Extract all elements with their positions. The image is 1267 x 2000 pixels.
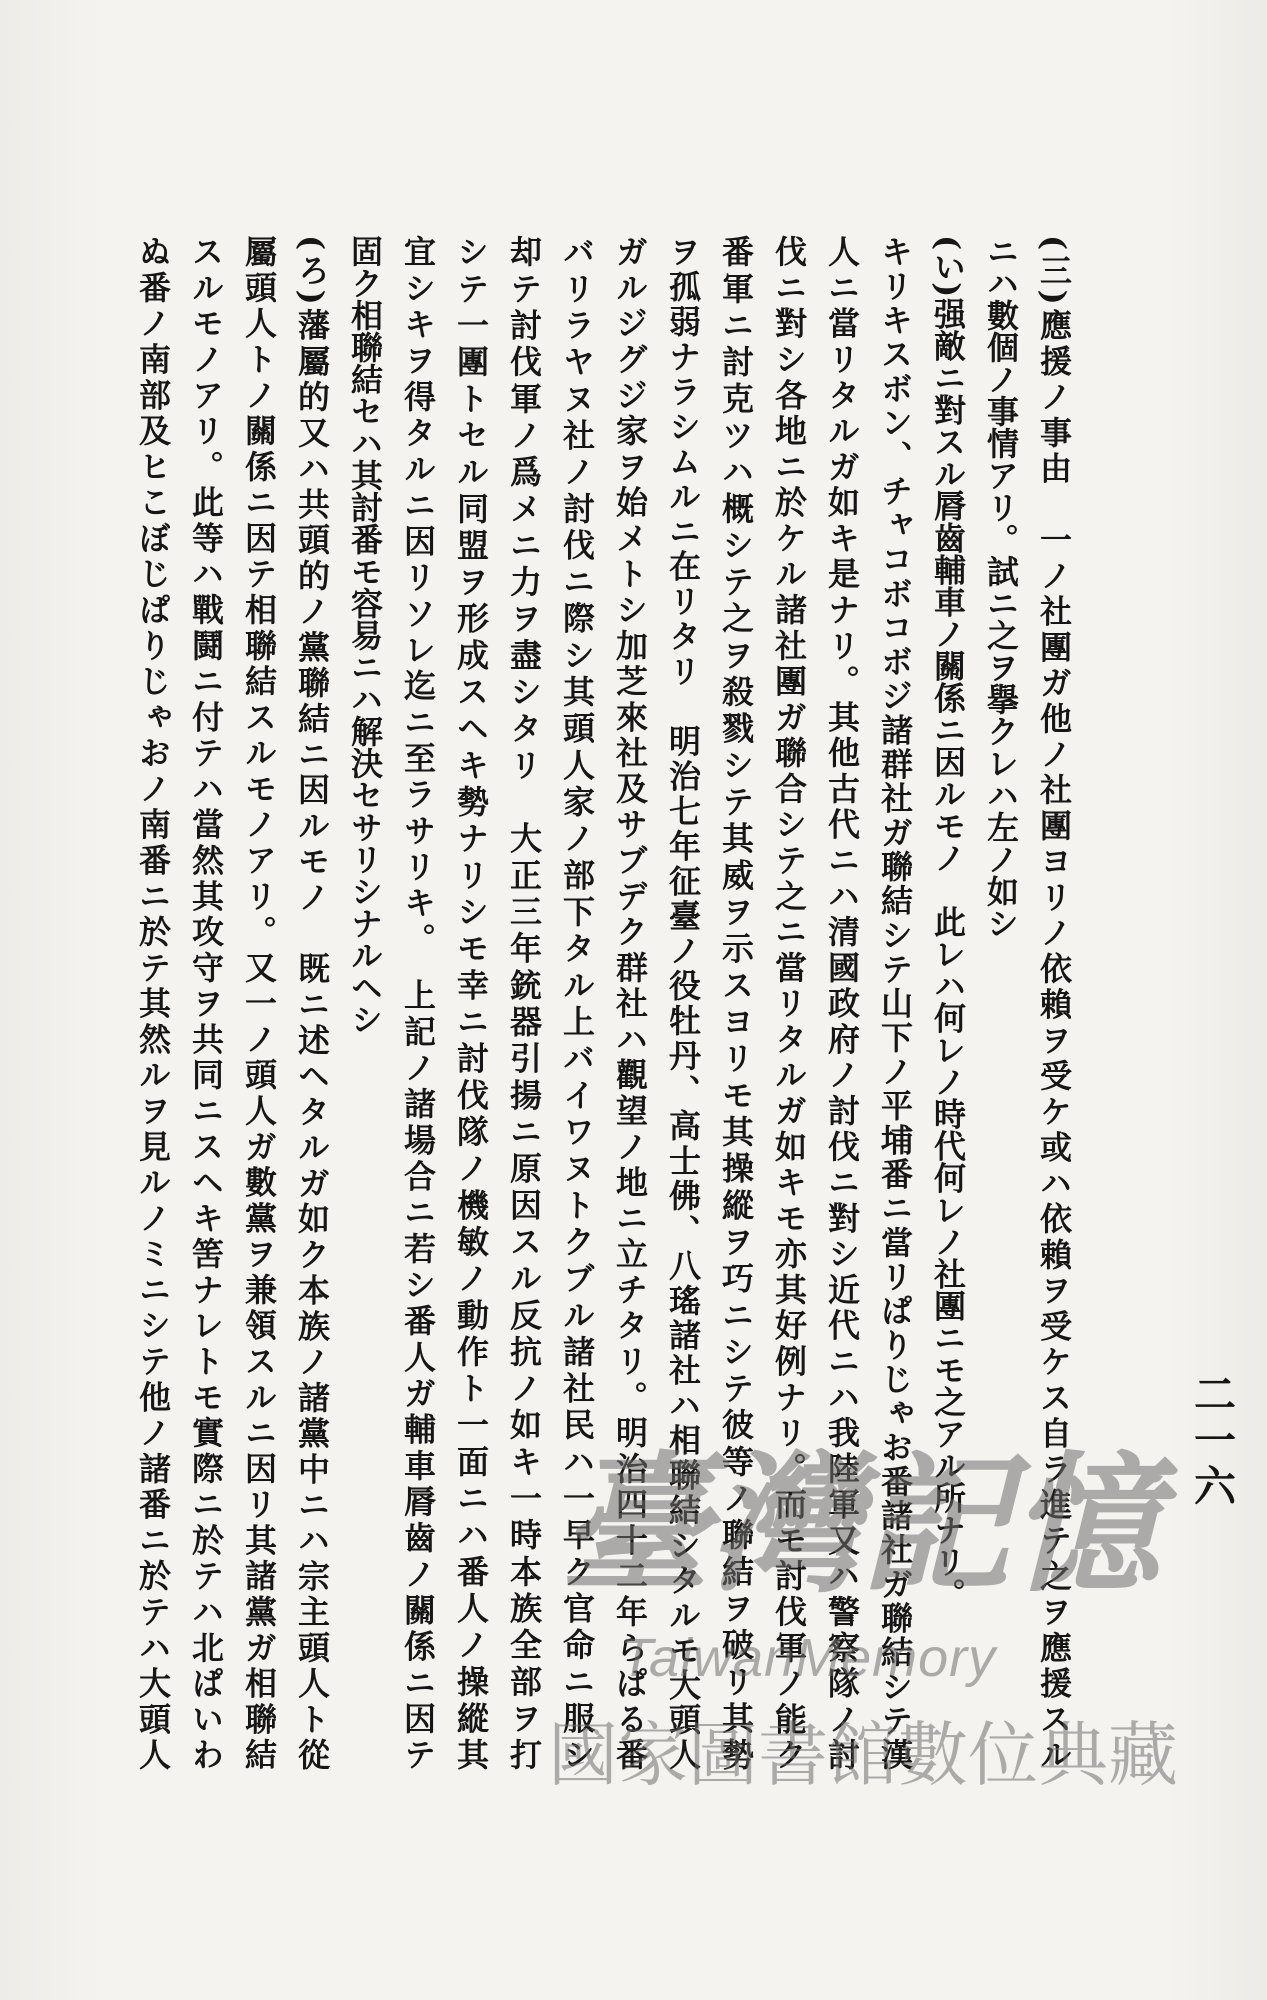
text-column-3: (い)强敵ニ對スル脣齒輔車ノ關係ニ因ルモノ 此レハ何レノ時代何レノ社團ニモ之アル所ナリ。: [929, 235, 967, 1610]
text-body: [126, 235, 1080, 1770]
text-column-12: シテ一團トセル同盟ヲ形成スヘキ勢ナリシモ幸ニ討伐隊ノ機敏ノ動作ト一面ニハ番人ノ操縱其: [452, 235, 490, 1770]
text-column-2: ニハ數個ノ事情アリ。試ニ之ヲ擧クレハ左ノ如シ: [982, 235, 1020, 939]
text-column-6: 伐ニ對シ各地ニ於ケル諸社團ガ聯合シテ之ニ當リタルガ如キモ亦其好例ナリ。而モ討伐軍ノ能ク: [770, 235, 808, 1770]
text-column-11: 却テ討伐軍ノ爲メニ力ヲ盡シタリ 大正三年銃器引揚ニ原因スル反抗ノ如キ一時本族全部ヲ打: [505, 235, 543, 1770]
text-column-7: 番軍ニ討克ツハ概シテ之ヲ殺戮シテ其威ヲ示スヨリモ其操縱ヲ巧ニシテ彼等ノ聯結ヲ破リ其勢: [717, 235, 755, 1770]
text-column-9: ガルジグジ家ヲ始メトシ加芝來社及サブデク群社ハ觀望ノ地ニ立チタリ。明治四十二年らぱる番: [611, 235, 649, 1770]
text-column-15: (ろ)藩屬的又ハ共頭的ノ黨聯結ニ因ルモノ 既ニ述ヘタルガ如ク本族ノ諸黨中ニハ宗主頭人ト從: [293, 235, 331, 1770]
page-number: 二一六: [1188, 1372, 1237, 1510]
text-column-17: スルモノアリ。此等ハ戰鬪ニ付テハ當然其攻守ヲ共同ニスヘキ筈ナレトモ實際ニ於テハ北ぱいわ: [187, 235, 225, 1770]
text-column-13: 宜シキヲ得タルニ因リソレ迄ニ至ラサリキ。 上記ノ諸場合ニ若シ番人ガ輔車脣齒ノ關係ニ因テ: [399, 235, 437, 1770]
text-column-5: 人ニ當リタルガ如キ是ナリ。其他古代ニハ清國政府ノ討伐ニ對シ近代ニハ我陸軍又ハ警察隊ノ討: [823, 235, 861, 1770]
text-column-8: ヲ孤弱ナラシムルニ在リタリ 明治七年征臺ノ役牡丹、高士佛、八瑤諸社ハ相聯結シタルモ大頭人: [664, 235, 702, 1770]
text-column-14: 固ク相聯結セハ其討番モ容易ニハ解決セサリシナルヘシ: [346, 235, 384, 1035]
text-column-18: ぬ番ノ南部及ヒこぼじぱりじゃおノ南番ニ於テ其然ルヲ見ルノミニシテ他ノ諸番ニ於テハ大頭人: [134, 235, 172, 1770]
watermark-organization-text: 國家圖書館數位典藏: [548, 1714, 1178, 1796]
text-column-1: (三)應援ノ事由 一ノ社團ガ他ノ社團ヨリノ依賴ヲ受ケ或ハ依賴ヲ受ケス自ラ進テ之ヲ應援スル: [1035, 235, 1073, 1770]
watermark-logo-text: 臺灣記憶: [560, 1437, 1161, 1613]
text-column-10: バリラヤヌ社ノ討伐ニ際シ其頭人家ノ部下タル上バイワヌトクブル諸社民ハ一早ク官命ニ服シ: [558, 235, 596, 1770]
watermark-latin-text: TaiwanMemory: [620, 1628, 997, 1688]
text-column-4: キリキスボン、チャコボコボジ諸群社ガ聯結シテ山下ノ平埔番ニ當リぱりじゃお番諸社ガ聯結シテ漢: [876, 235, 914, 1770]
text-column-16: 屬頭人トノ關係ニ因テ相聯結スルモノアリ。又一ノ頭人ガ數黨ヲ兼領スルニ因リ其諸黨ガ相聯結: [240, 235, 278, 1770]
